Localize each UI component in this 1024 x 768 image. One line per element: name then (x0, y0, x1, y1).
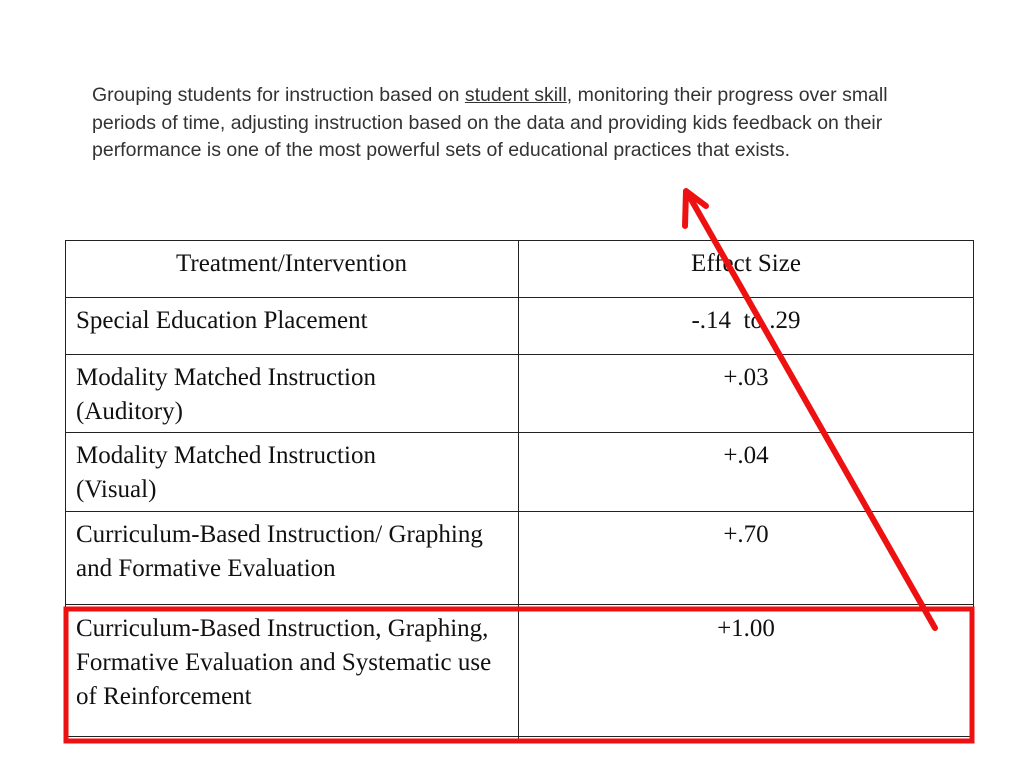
row-effect-highlighted: +1.00 (717, 615, 775, 642)
row-treatment: Modality Matched Instruction (Auditory) (76, 364, 376, 425)
row-effect: -.14 to .29 (691, 307, 801, 334)
row-treatment: Modality Matched Instruction (Visual) (76, 442, 376, 503)
row-effect: +.04 (723, 442, 769, 469)
intro-text-rest: , monitoring their progress over small periods of time, adjusting instruction based on the data and providing kids feedback on their performance is one of the most powerful sets of educational practices that exists. (92, 84, 888, 161)
header-effect-size: Effect Size (691, 250, 801, 277)
intro-underlined-text: student skill (464, 84, 567, 106)
highlight-box (66, 609, 972, 741)
row-treatment: Curriculum-Based Instruction/ Graphing and Formative Evaluation (76, 521, 483, 582)
row-effect: +.70 (723, 521, 769, 548)
arrow-icon (685, 191, 935, 628)
row-treatment-highlighted: Curriculum-Based Instruction, Graphing, Formative Evaluation and Systematic use of Reinforcement (76, 615, 492, 710)
row-effect: +.03 (723, 364, 769, 391)
row-treatment: Special Education Placement (76, 307, 368, 334)
intro-text: Grouping students for instruction based on (92, 84, 465, 106)
header-treatment: Treatment/Intervention (176, 250, 407, 277)
